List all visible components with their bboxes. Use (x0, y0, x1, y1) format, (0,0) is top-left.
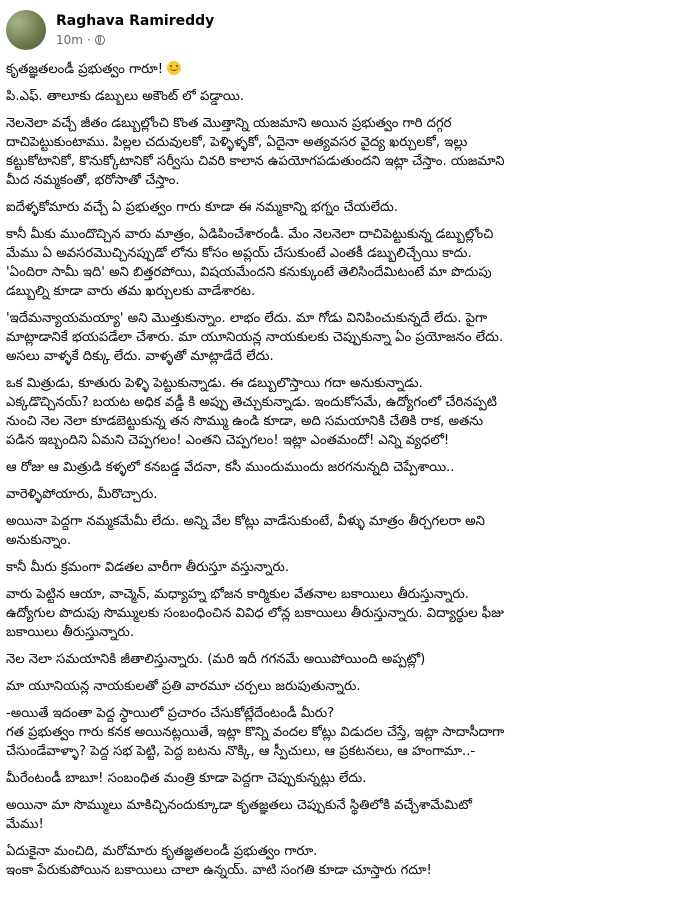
post-text-line: బకాయిలు తీరుస్తున్నారు. (6, 625, 135, 640)
post-text-line: గత ప్రభుత్వం గారు కనక అయినట్లయితే, ఇట్లా కొన్ని వందల కోట్లు విడుదల చేస్తే, ఇట్లా సాదాసీదాగా (6, 725, 505, 740)
post-text-line: 'ఏందిరా సామీ ఇది' అని బిత్తరపోయి, విషయమేందని కనుక్కుంటే తెలిసిందేమిటంటే మా పొదుపు (6, 265, 492, 280)
post-timestamp-row (56, 32, 214, 48)
post-paragraph (6, 704, 670, 761)
post-text-line: అయినా పెద్దగా నమ్మకమేమీ లేదు. అన్ని వేల కోట్లు వాడేసుకుంటే, వీళ్ళు మాత్రం తీర్చగలరా అని (6, 514, 485, 529)
post-text-line: పి.ఎఫ్. తాలూకు డబ్బులు అకౌంట్ లో పడ్డాయి. (6, 89, 245, 104)
post-text-line: ఆ రోజు ఆ మిత్రుడి కళ్ళలో కనబడ్డ వేదనా, కసీ ముందుముందు జరగనున్నది చెప్పేశాయి.. (6, 460, 455, 475)
post-text-line: చేసుండేవాళ్ళా? పెద్ద సభ పెట్టి, పెద్ద బటను నొక్కి, ఆ స్పీచులు, ఆ ప్రకటనలు, ఆ హంగామా..- (6, 744, 476, 759)
post-text-line: మీరేంటండీ బాబూ! సంబంధిత మంత్రి కూడా పెద్దగా చెప్పుకున్నట్లు లేదు. (6, 771, 367, 786)
post-text-line: దాచిపెట్టుకుంటాము. పిల్లల చదువులకో, పెళ్ళిళ్ళకో, ఏదైనా అత్యవసర వైద్య ఖర్చులకో, ఇల్లు (6, 135, 468, 150)
globe-icon[interactable] (95, 35, 105, 45)
post-paragraph (6, 769, 670, 788)
post-text-line: కృతజ్ఞతలండీ ప్రభుత్వం గారూ! (6, 62, 164, 77)
post-paragraph (6, 458, 670, 477)
post-text-line: 'ఇదేమన్యాయమయ్యా' అని మొత్తుకున్నాం. లాభం లేదు. మా గోడు వినిపించుకున్నదే లేదు. పైగా (6, 311, 488, 326)
post-paragraph (6, 842, 670, 880)
post-paragraph (6, 198, 670, 217)
post-paragraph (6, 225, 670, 301)
post-text-line: పడిన ఇబ్బందిని ఏమని చెప్పగలం! ఎంతని చెప్పగలం! ఇట్లా ఎంతమందో! ఎన్ని వ్యధలో! (6, 433, 450, 448)
post-text-line: ఇంకా పేరుకుపోయిన బకాయిలు చాలా ఉన్నయ్. వాటి సంగతి కూడా చూస్తారు గదూ! (6, 863, 432, 878)
post-paragraph (6, 114, 670, 190)
post-text-line: ఎక్కడొచ్చినయ్? బయట అధిక వడ్డీ కి అప్పు తెచ్చుకున్నాడు. ఇందుకోసమే, ఉద్యోగంలో చేరినప్పటి (6, 395, 497, 410)
post-paragraph (6, 87, 670, 106)
post-text-line: మా యూనియన్ల నాయకులతో ప్రతి వారమూ చర్చలు జరుపుతున్నారు. (6, 679, 361, 694)
post-text-line: అనుకున్నాం. (6, 533, 72, 548)
post-header (6, 8, 670, 52)
post-paragraph (6, 650, 670, 669)
post-text-line: కానీ మీకు ముందొచ్చిన వారు మాత్రం, ఏడిపించేశారండీ. మేం నెలనెలా దాచిపెట్టుకున్న డబ్బుల్లోంచి (6, 227, 494, 242)
post-meta (56, 12, 214, 48)
post-time[interactable]: 10m (56, 33, 83, 47)
post-text-line: వారు పెట్టిన ఆయా, వాచ్మెన్, మధ్యాహ్న భోజన కార్మికుల వేతనాల బకాయిలు తీరుస్తున్నారు. (6, 587, 469, 602)
post-body (6, 60, 670, 880)
post-paragraph (6, 677, 670, 696)
post-text-line: కానీ మీరు క్రమంగా విడతల వారీగా తీరుస్తూ వస్తున్నారు. (6, 560, 290, 575)
post-paragraph (6, 60, 670, 79)
post-text-line: మేము ఏ అవసరమొచ్చినప్పుడో లోను కోసం అప్లయ్ చేసుకుంటే ఎంతకీ డబ్బులిచ్చేయి కాదు. (6, 246, 472, 261)
post-paragraph (6, 485, 670, 504)
post-text-line: మీద నమ్మకంతో, భరోసాతో చేస్తాం. (6, 173, 180, 188)
post-text-line: డబ్బుల్ని కూడా వారు తమ ఖర్చులకు వాడేశారట. (6, 284, 256, 299)
post-paragraph (6, 585, 670, 642)
post-paragraph (6, 309, 670, 366)
separator-dot: · (86, 33, 91, 47)
post-text-line: కట్టుకోటానికో, కొనుక్కోటానికో సర్వీసు చివరి కాలాన ఉపయోగపడుతుందని ఇట్లా చేస్తాం. యజమాని (6, 154, 505, 169)
post-text-line: ఏదుకైనా మంచిది, మరోమారు కృతజ్ఞతలండీ ప్రభుత్వం గారూ. (6, 844, 318, 859)
post-text-line: ఉద్యోగుల పొదుపు సొమ్ములకు సంబంధించిన వివిధ లోన్ల బకాయిలు తీరుస్తున్నారు. విద్యార్థుల ఫీజు (6, 606, 504, 621)
post-text-line: ఒక మిత్రుడు, కూతురు పెళ్ళి పెట్టుకున్నాడు. ఈ డబ్బులొస్తాయి గదా అనుకున్నాడు. (6, 376, 423, 391)
post-text-line: నెలనెలా వచ్చే జీతం డబ్బుల్లోంచి కొంత మొత్తాన్ని యజమాని అయిన ప్రభుత్వం గారి దగ్గర (6, 116, 452, 131)
post-text-line: మాట్లాడానికే భయపడేలా చేశారు. మా యూనియన్ల నాయకులకు చెప్పుకున్నా ఏం ప్రయోజనం లేదు. (6, 330, 504, 345)
post-text-line: -అయితే ఇదంతా పెద్ద స్థాయిలో ప్రచారం చేసుకోట్లేదేంటండీ మీరు? (6, 706, 335, 721)
author-name[interactable]: Raghava Ramireddy (56, 13, 215, 29)
post-paragraph (6, 512, 670, 550)
post-text-line: అయినా మా సొమ్ములు మాకిచ్చినందుక్కూడా కృతజ్ఞతలు చెప్పుకునే స్థితిలోకి వచ్చేశామేమిటో (6, 798, 472, 813)
post-paragraph (6, 374, 670, 450)
post-paragraph (6, 796, 670, 834)
post-paragraph (6, 558, 670, 577)
post-text-line: నుంచి నెల నెలా కూడబెట్టుకున్న తన సొమ్ము ఉండి కూడా, అది సమయానికి చేతికి రాక, అతను (6, 414, 484, 429)
post-text-line: నెల నెలా సమయానికి జీతాలిస్తున్నారు. (మరి ఇదీ గగనమే అయిపోయింది అప్పట్లో) (6, 652, 426, 667)
post-text-line: మేము! (6, 817, 44, 832)
avatar[interactable] (6, 10, 46, 50)
post-text-line: వారెళ్ళిపోయారు, మీరొచ్చారు. (6, 487, 158, 502)
smile-emoji-icon (167, 61, 181, 75)
post-text-line: ఐదేళ్ళకోమారు వచ్చే ఏ ప్రభుత్వం గారు కూడా ఈ నమ్మకాన్ని భగ్నం చేయలేదు. (6, 200, 399, 215)
post-text-line: అసలు వాళ్ళకే దిక్కు లేదు. వాళ్ళతో మాట్లాడేదే లేదు. (6, 349, 274, 364)
